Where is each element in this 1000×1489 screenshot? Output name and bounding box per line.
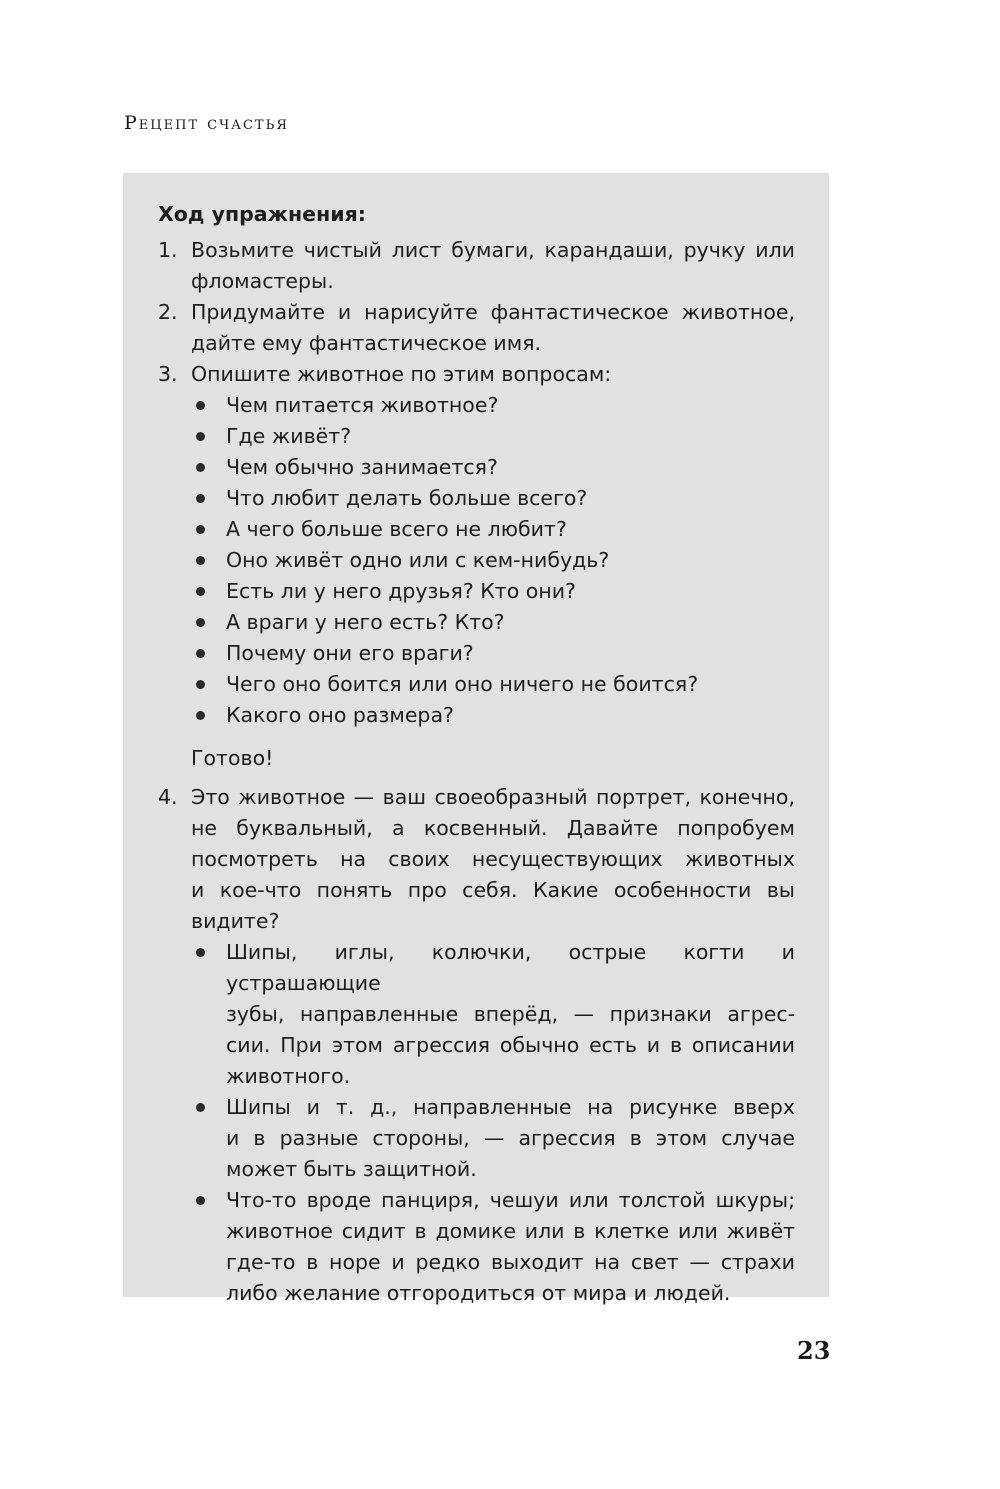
text-line: животное сидит в домике или в клетке или живёт xyxy=(226,1219,795,1243)
list-item: Оно живёт одно или с кем-нибудь? xyxy=(191,545,795,576)
bullet-icon xyxy=(191,514,226,545)
step-text xyxy=(191,235,795,297)
list-item: А чего больше всего не любит? xyxy=(191,514,795,545)
exercise-heading: Ход упражнения: xyxy=(158,202,366,226)
bullet-icon xyxy=(191,700,226,731)
list-item xyxy=(191,937,795,1092)
bullet-icon xyxy=(191,483,226,514)
text-line: Шипы и т. д., направленные на рисунке вверх xyxy=(226,1095,795,1119)
ready-text: Готово! xyxy=(191,746,274,770)
text-line: где-то в норе и редко выходит на свет — страхи xyxy=(226,1250,795,1274)
step-number: 1. xyxy=(158,238,178,262)
text-line: и в разные стороны, — агрессия в этом случае xyxy=(226,1126,795,1150)
list-item xyxy=(191,1185,795,1309)
bullet-icon xyxy=(191,638,226,669)
list-item: Где живёт? xyxy=(191,421,795,452)
step-text xyxy=(191,297,795,359)
step-3 xyxy=(158,359,795,731)
text-line: видите? xyxy=(191,909,280,933)
step-number: 3. xyxy=(158,362,178,386)
text-line: может быть защитной. xyxy=(226,1157,477,1181)
text-line: посмотреть на своих несуществующих животных xyxy=(191,847,795,871)
text-line: Что-то вроде панциря, чешуи или толстой шкуры; xyxy=(226,1188,795,1212)
running-head: Рецепт счастья xyxy=(124,112,289,134)
bullet-icon xyxy=(191,545,226,576)
text-line: фломастеры. xyxy=(191,269,334,293)
text-line: Опишите животное по этим вопросам: xyxy=(191,362,612,386)
text-line: дайте ему фантастическое имя. xyxy=(191,331,542,355)
bullet-icon xyxy=(191,421,226,452)
bullet-icon xyxy=(191,452,226,483)
bullet-icon xyxy=(191,607,226,638)
bullet-icon xyxy=(191,1092,226,1185)
list-item: Почему они его враги? xyxy=(191,638,795,669)
text-line: не буквальный, а косвенный. Давайте попробуем xyxy=(191,816,795,840)
text-line: животного. xyxy=(226,1064,351,1088)
text-line: Придумайте и нарисуйте фантастическое животное, xyxy=(191,300,795,324)
bullet-icon xyxy=(191,937,226,1092)
bullet-icon xyxy=(191,390,226,421)
question-list xyxy=(191,390,795,731)
step-2 xyxy=(158,297,795,359)
step-text xyxy=(191,782,795,1309)
step-text xyxy=(191,359,795,731)
text-line: и кое-что понять про себя. Какие особенности вы xyxy=(191,878,795,902)
list-item: Чем обычно занимается? xyxy=(191,452,795,483)
list-item: Чем питается животное? xyxy=(191,390,795,421)
step-1 xyxy=(158,235,795,297)
text-line: либо желание отгородиться от мира и людей. xyxy=(226,1281,731,1305)
step-number: 2. xyxy=(158,300,178,324)
list-item: А враги у него есть? Кто? xyxy=(191,607,795,638)
exercise-box xyxy=(123,173,829,1305)
step-4 xyxy=(158,782,795,1309)
bullet-icon xyxy=(191,576,226,607)
list-item: Что любит делать больше всего? xyxy=(191,483,795,514)
list-item xyxy=(191,1092,795,1185)
step-number: 4. xyxy=(158,785,178,809)
list-item: Какого оно размера? xyxy=(191,700,795,731)
list-item: Есть ли у него друзья? Кто они? xyxy=(191,576,795,607)
features-list xyxy=(191,937,795,1309)
text-line: Это животное — ваш своеобразный портрет, конечно, xyxy=(191,785,795,809)
bullet-icon xyxy=(191,669,226,700)
text-line: сии. При этом агрессия обычно есть и в описании xyxy=(226,1033,795,1057)
text-line: зубы, направленные вперёд, — признаки агрес- xyxy=(226,1002,795,1026)
page-number: 23 xyxy=(797,1336,831,1365)
text-line: Возьмите чистый лист бумаги, карандаши, ручку или xyxy=(191,238,795,262)
text-line: Шипы, иглы, колючки, острые когти и устрашающие xyxy=(226,940,795,995)
bullet-icon xyxy=(191,1185,226,1309)
list-item: Чего оно боится или оно ничего не боится? xyxy=(191,669,795,700)
